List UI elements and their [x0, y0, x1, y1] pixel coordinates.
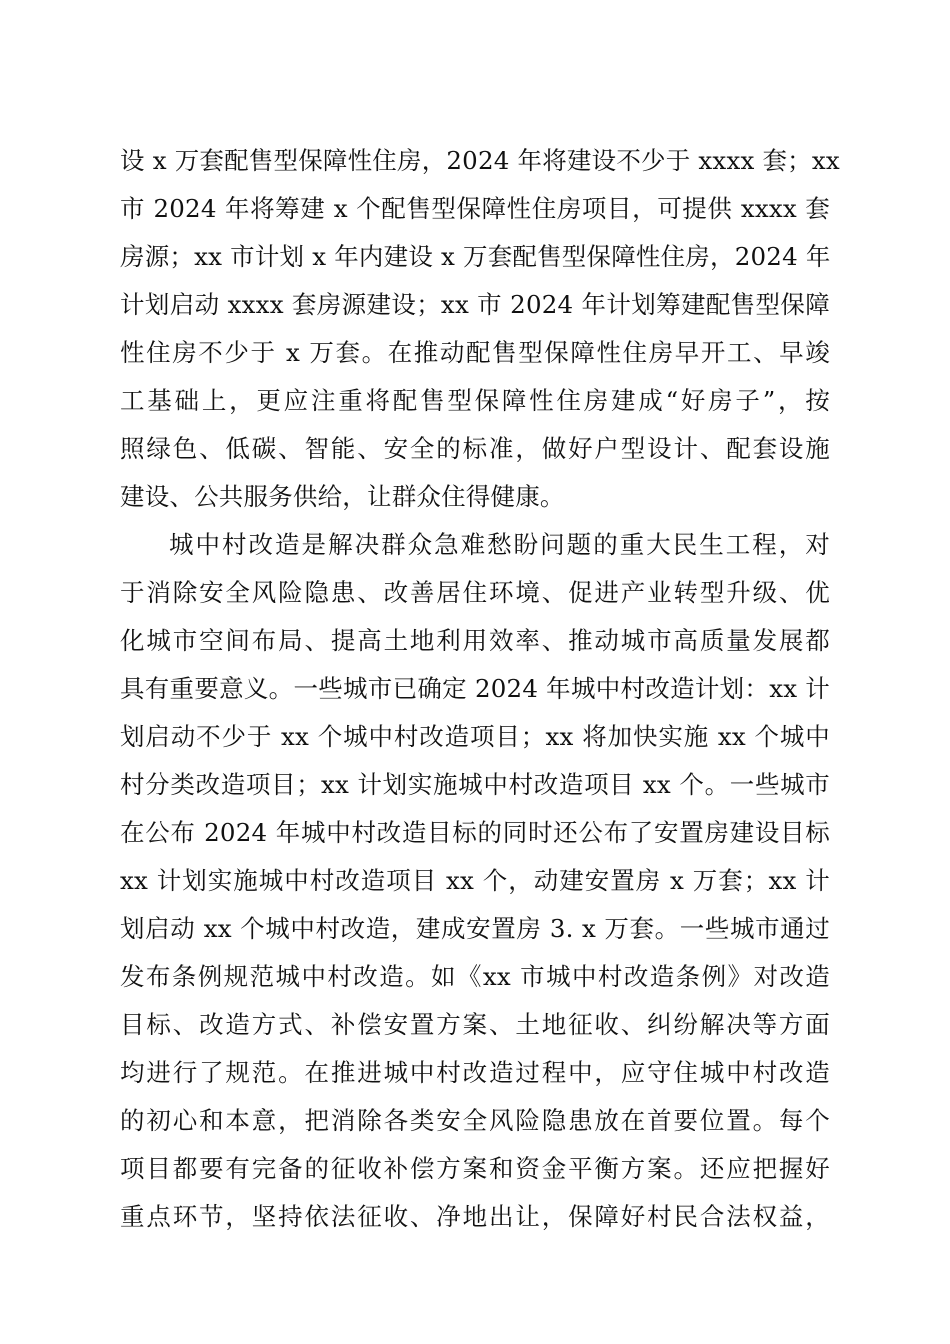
paragraph-2-line-12: 均进行了规范。在推进城中村改造过程中，应守住城中村改造: [120, 1058, 830, 1087]
paragraph-2-line-9: 划启动 xx 个城中村改造，建成安置房 3. x 万套。一些城市通过: [120, 914, 830, 943]
paragraph-1-line-4: 计划启动 xxxx 套房源建设；xx 市 2024 年计划筹建配售型保障: [120, 290, 830, 319]
paragraph-2-line-8: xx 计划实施城中村改造项目 xx 个，动建安置房 x 万套；xx 计: [120, 866, 830, 895]
paragraph-2-line-4: 具有重要意义。一些城市已确定 2024 年城中村改造计划：xx 计: [120, 674, 830, 703]
paragraph-1-line-6: 工基础上，更应注重将配售型保障性住房建成“好房子”，按: [120, 386, 830, 415]
paragraph-2-line-6: 村分类改造项目；xx 计划实施城中村改造项目 xx 个。一些城市: [120, 770, 830, 799]
paragraph-1-line-5: 性住房不少于 x 万套。在推动配售型保障性住房早开工、早竣: [120, 338, 830, 367]
paragraph-2-line-5: 划启动不少于 xx 个城中村改造项目；xx 将加快实施 xx 个城中: [120, 722, 830, 751]
paragraph-1-line-2: 市 2024 年将筹建 x 个配售型保障性住房项目，可提供 xxxx 套: [120, 194, 830, 223]
paragraph-2-line-2: 于消除安全风险隐患、改善居住环境、促进产业转型升级、优: [120, 578, 830, 607]
paragraph-1-line-8: 建设、公共服务供给，让群众住得健康。: [120, 482, 565, 511]
paragraph-1-line-7: 照绿色、低碳、智能、安全的标准，做好户型设计、配套设施: [120, 434, 830, 463]
paragraph-1-line-3: 房源；xx 市计划 x 年内建设 x 万套配售型保障性住房，2024 年: [120, 242, 831, 271]
paragraph-1-line-1: 设 x 万套配售型保障性住房，2024 年将建设不少于 xxxx 套；xx: [120, 146, 840, 175]
paragraph-2-line-11: 目标、改造方式、补偿安置方案、土地征收、纠纷解决等方面: [120, 1010, 830, 1039]
paragraph-2-line-3: 化城市空间布局、提高土地利用效率、推动城市高质量发展都: [120, 626, 830, 655]
paragraph-2-line-14: 项目都要有完备的征收补偿方案和资金平衡方案。还应把握好: [120, 1154, 830, 1183]
paragraph-2-line-13: 的初心和本意，把消除各类安全风险隐患放在首要位置。每个: [120, 1106, 830, 1135]
paragraph-2-line-1: 城中村改造是解决群众急难愁盼问题的重大民生工程，对: [169, 530, 830, 559]
paragraph-2-line-15: 重点环节，坚持依法征收、净地出让，保障好村民合法权益，: [120, 1202, 830, 1231]
paragraph-2-line-7: 在公布 2024 年城中村改造目标的同时还公布了安置房建设目标: [120, 818, 830, 847]
paragraph-2-line-10: 发布条例规范城中村改造。如《xx 市城中村改造条例》对改造: [120, 962, 830, 991]
